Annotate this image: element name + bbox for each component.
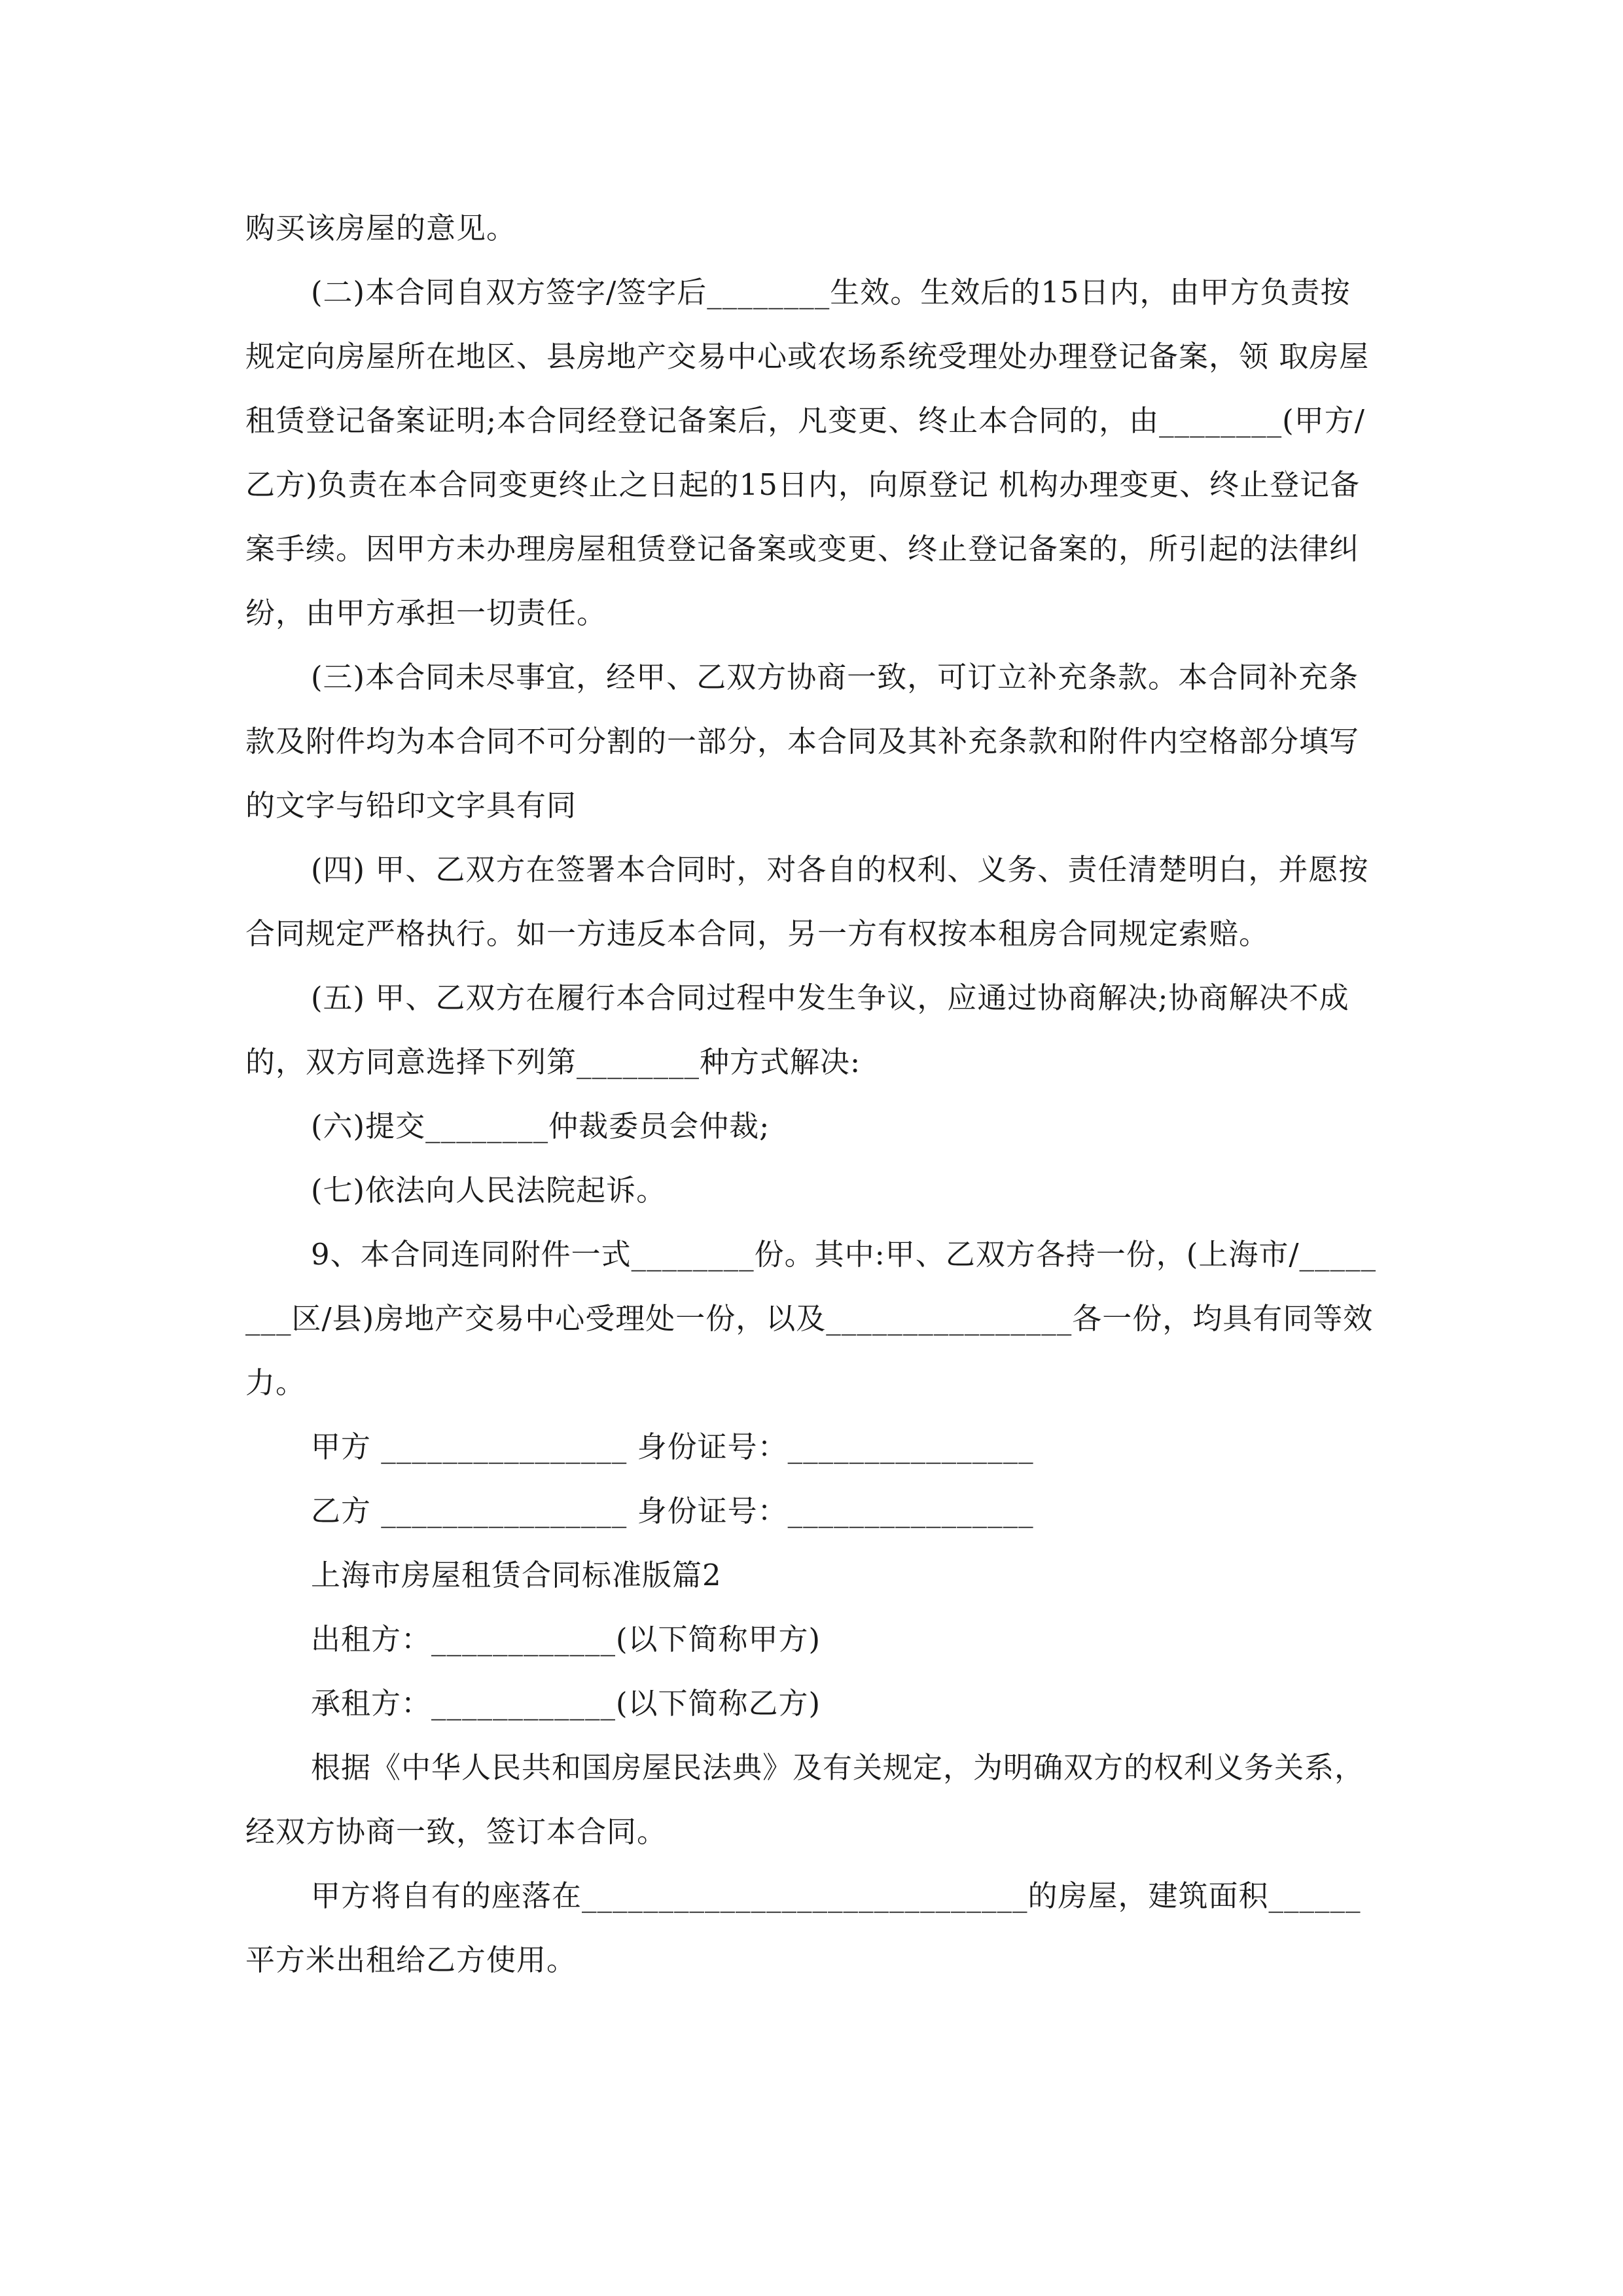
paragraph-clause-6: (六)提交________仲裁委员会仲裁; (311, 1109, 770, 1143)
paragraph-continued: 购买该房屋的意见。 (245, 211, 517, 245)
paragraph-clause-2: (二)本合同自双方签字/签字后________生效。生效后的15日内，由甲方负责按规定向房屋所在地区、县房地产交易中心或农场系统受理处办理登记备案，领 取房屋租赁登记备案证明;本合同经登记备案后，凡变更、终止本合同的，由________(甲方/乙方)负责在本合同变更终止之日起的15日内，向原登记 机构办理变更、终止登记备案手续。因甲方未办理房屋租赁登记备案或变更、终止登记备案的，所引起的法律纠纷，由甲方承担一切责任。 (245, 275, 1370, 630)
signature-party-b: 乙方 ________________ 身份证号：________________ (311, 1494, 1034, 1528)
paragraph-clause-3: (三)本合同未尽事宜，经甲、乙双方协商一致，可订立补充条款。本合同补充条款及附件均为本合同不可分割的一部分，本合同及其补充条款和附件内空格部分填写的文字与铅印文字具有同 (245, 660, 1360, 823)
document-body (245, 196, 1378, 1992)
paragraph-clause-5: (五) 甲、乙双方在履行本合同过程中发生争议，应通过协商解决;协商解决不成的，双方同意选择下列第________种方式解决: (245, 980, 1349, 1079)
contract-2-basis: 根据《中华人民共和国房屋民法典》及有关规定，为明确双方的权利义务关系，经双方协商一致，签订本合同。 (245, 1750, 1365, 1849)
contract-2-premises: 甲方将自有的座落在_____________________________的房屋，建筑面积______平方米出租给乙方使用。 (245, 1878, 1361, 1977)
contract-2-title: 上海市房屋租赁合同标准版篇2 (311, 1558, 722, 1592)
contract-2-lessor: 出租方：____________(以下简称甲方) (311, 1622, 821, 1657)
paragraph-clause-9: 9、本合同连同附件一式________份。其中:甲、乙双方各持一份，(上海市/________区/县)房地产交易中心受理处一份，以及________________各一份，均具有同等效力。 (245, 1237, 1377, 1400)
signature-party-a: 甲方 ________________ 身份证号：________________ (311, 1429, 1034, 1464)
paragraph-clause-4: (四) 甲、乙双方在签署本合同时，对各自的权利、义务、责任清楚明白，并愿按合同规定严格执行。如一方违反本合同，另一方有权按本租房合同规定索赔。 (245, 852, 1369, 951)
paragraph-clause-7: (七)依法向人民法院起诉。 (311, 1173, 667, 1208)
contract-2-lessee: 承租方：____________(以下简称乙方) (311, 1686, 821, 1721)
